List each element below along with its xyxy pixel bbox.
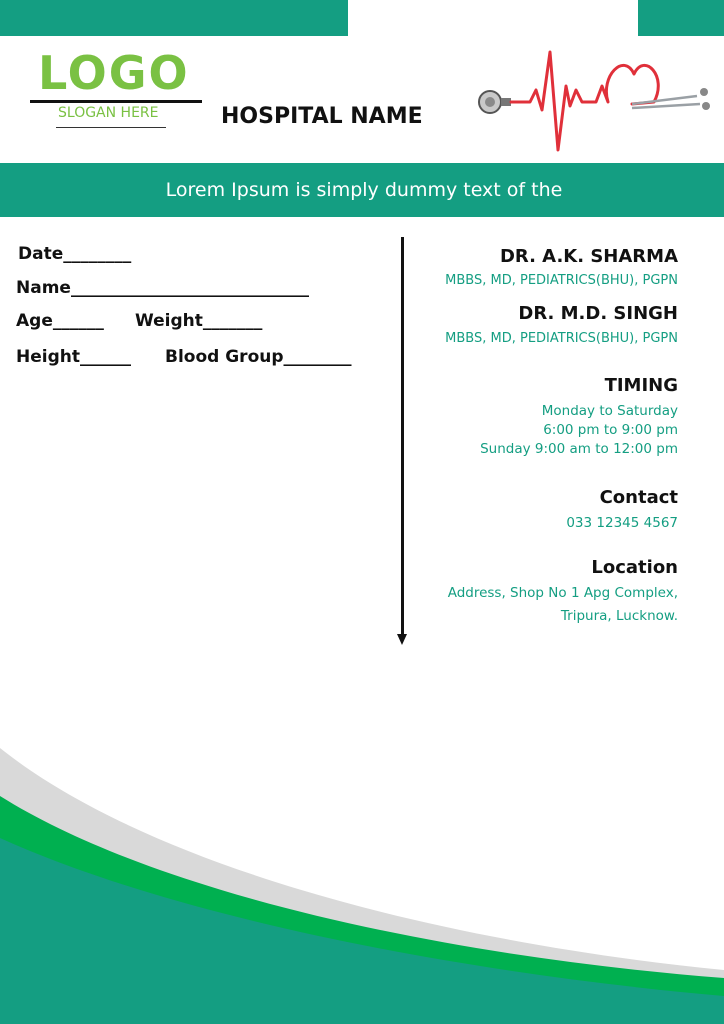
- height-field: Height______: [16, 347, 131, 367]
- top-accent-bar-right: [638, 0, 724, 36]
- slogan: SLOGAN HERE: [58, 105, 159, 121]
- weight-field: Weight_______: [135, 311, 263, 331]
- timing-line-2: 6:00 pm to 9:00 pm: [543, 422, 678, 438]
- location-heading: Location: [591, 557, 678, 578]
- age-field: Age______: [16, 311, 104, 331]
- hospital-name: HOSPITAL NAME: [221, 104, 423, 129]
- slogan-underline: [56, 127, 166, 128]
- tagline-text: Lorem Ipsum is simply dummy text of the: [165, 179, 563, 201]
- location-line-2: Tripura, Lucknow.: [560, 608, 678, 624]
- bottom-wave-decoration: [0, 740, 724, 1024]
- logo-underline: [30, 100, 202, 103]
- timing-line-1: Monday to Saturday: [541, 403, 678, 419]
- timing-heading: TIMING: [604, 375, 678, 396]
- doctor-name-2: DR. M.D. SINGH: [518, 303, 678, 324]
- top-accent-bar-left: [0, 0, 348, 36]
- location-line-1: Address, Shop No 1 Apg Complex,: [447, 585, 678, 601]
- stethoscope-heartbeat-icon: [472, 46, 717, 158]
- contact-heading: Contact: [599, 487, 678, 508]
- name-field: Name____________________________: [16, 278, 309, 298]
- date-field: Date________: [18, 244, 132, 264]
- column-divider: [401, 237, 404, 637]
- contact-phone: 033 12345 4567: [566, 515, 678, 531]
- doctor-qualifications-1: MBBS, MD, PEDIATRICS(BHU), PGPN: [445, 273, 678, 288]
- timing-line-3: Sunday 9:00 am to 12:00 pm: [480, 441, 678, 457]
- doctor-qualifications-2: MBBS, MD, PEDIATRICS(BHU), PGPN: [445, 331, 678, 346]
- doctor-name-1: DR. A.K. SHARMA: [499, 246, 678, 267]
- arrow-down-icon: [397, 634, 407, 645]
- blood-group-field: Blood Group________: [165, 347, 352, 367]
- tagline-banner: [0, 163, 724, 217]
- logo: LOGO: [38, 46, 190, 100]
